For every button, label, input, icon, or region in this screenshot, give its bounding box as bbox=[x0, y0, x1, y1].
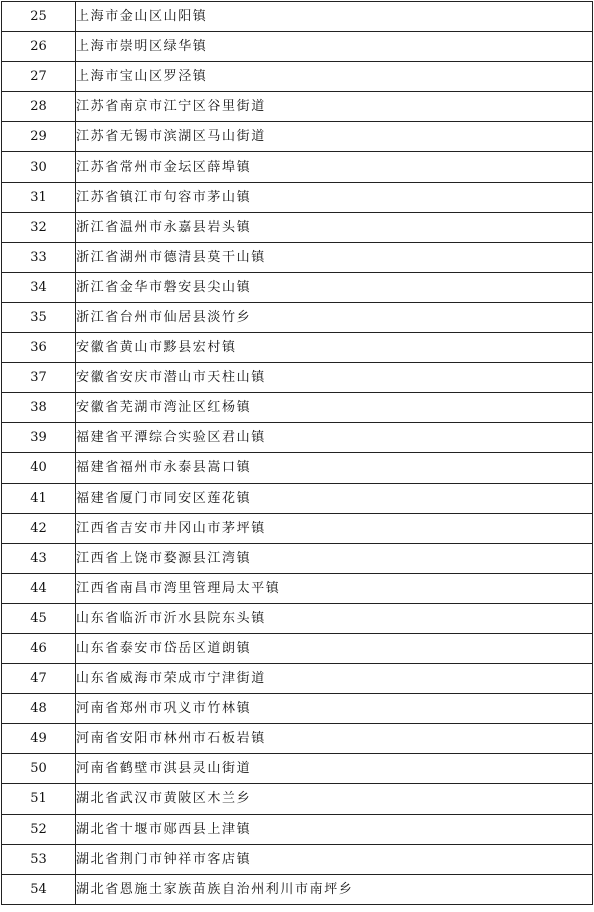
row-number-cell: 44 bbox=[2, 573, 76, 603]
place-name-cell: 安徽省安庆市潜山市天柱山镇 bbox=[76, 363, 593, 393]
table-row bbox=[2, 302, 593, 332]
place-name-cell: 福建省平潭综合实验区君山镇 bbox=[76, 423, 593, 453]
table-body bbox=[2, 2, 593, 905]
row-number-cell: 26 bbox=[2, 32, 76, 62]
table-row bbox=[2, 513, 593, 543]
row-number-cell: 40 bbox=[2, 453, 76, 483]
table-row bbox=[2, 573, 593, 603]
row-number-cell: 41 bbox=[2, 483, 76, 513]
place-name-cell: 江苏省常州市金坛区薛埠镇 bbox=[76, 152, 593, 182]
place-name-cell: 江西省吉安市井冈山市茅坪镇 bbox=[76, 513, 593, 543]
table-row bbox=[2, 152, 593, 182]
table-row bbox=[2, 483, 593, 513]
row-number-cell: 46 bbox=[2, 633, 76, 663]
place-name-cell: 江苏省南京市江宁区谷里街道 bbox=[76, 92, 593, 122]
row-number-cell: 47 bbox=[2, 664, 76, 694]
row-number-cell: 42 bbox=[2, 513, 76, 543]
place-name-cell: 浙江省湖州市德清县莫干山镇 bbox=[76, 242, 593, 272]
row-number-cell: 32 bbox=[2, 212, 76, 242]
row-number-cell: 52 bbox=[2, 814, 76, 844]
table-row bbox=[2, 212, 593, 242]
table-row bbox=[2, 2, 593, 32]
place-name-cell: 安徽省芜湖市湾沚区红杨镇 bbox=[76, 393, 593, 423]
table-row bbox=[2, 122, 593, 152]
table-row bbox=[2, 62, 593, 92]
table-row bbox=[2, 874, 593, 904]
place-name-cell: 江西省上饶市婺源县江湾镇 bbox=[76, 543, 593, 573]
table-row bbox=[2, 453, 593, 483]
row-number-cell: 33 bbox=[2, 242, 76, 272]
table-row bbox=[2, 423, 593, 453]
row-number-cell: 51 bbox=[2, 784, 76, 814]
place-name-cell: 河南省郑州市巩义市竹林镇 bbox=[76, 694, 593, 724]
place-name-cell: 上海市崇明区绿华镇 bbox=[76, 32, 593, 62]
place-name-cell: 山东省临沂市沂水县院东头镇 bbox=[76, 603, 593, 633]
row-number-cell: 27 bbox=[2, 62, 76, 92]
row-number-cell: 39 bbox=[2, 423, 76, 453]
row-number-cell: 28 bbox=[2, 92, 76, 122]
table-row bbox=[2, 603, 593, 633]
place-name-cell: 浙江省温州市永嘉县岩头镇 bbox=[76, 212, 593, 242]
township-list-table bbox=[1, 1, 593, 905]
place-name-cell: 河南省安阳市林州市石板岩镇 bbox=[76, 724, 593, 754]
place-name-cell: 浙江省金华市磐安县尖山镇 bbox=[76, 272, 593, 302]
row-number-cell: 45 bbox=[2, 603, 76, 633]
place-name-cell: 福建省厦门市同安区莲花镇 bbox=[76, 483, 593, 513]
place-name-cell: 福建省福州市永泰县嵩口镇 bbox=[76, 453, 593, 483]
table-row bbox=[2, 272, 593, 302]
place-name-cell: 湖北省武汉市黄陂区木兰乡 bbox=[76, 784, 593, 814]
place-name-cell: 上海市金山区山阳镇 bbox=[76, 2, 593, 32]
table-row bbox=[2, 333, 593, 363]
row-number-cell: 35 bbox=[2, 302, 76, 332]
table-row bbox=[2, 784, 593, 814]
place-name-cell: 江苏省镇江市句容市茅山镇 bbox=[76, 182, 593, 212]
row-number-cell: 31 bbox=[2, 182, 76, 212]
place-name-cell: 江西省南昌市湾里管理局太平镇 bbox=[76, 573, 593, 603]
row-number-cell: 54 bbox=[2, 874, 76, 904]
place-name-cell: 湖北省十堰市郧西县上津镇 bbox=[76, 814, 593, 844]
row-number-cell: 49 bbox=[2, 724, 76, 754]
table-row bbox=[2, 393, 593, 423]
row-number-cell: 34 bbox=[2, 272, 76, 302]
table-row bbox=[2, 32, 593, 62]
table-row bbox=[2, 543, 593, 573]
table-row bbox=[2, 363, 593, 393]
row-number-cell: 38 bbox=[2, 393, 76, 423]
table-row bbox=[2, 633, 593, 663]
table-row bbox=[2, 694, 593, 724]
place-name-cell: 浙江省台州市仙居县淡竹乡 bbox=[76, 302, 593, 332]
row-number-cell: 43 bbox=[2, 543, 76, 573]
place-name-cell: 山东省威海市荣成市宁津街道 bbox=[76, 664, 593, 694]
place-name-cell: 湖北省恩施土家族苗族自治州利川市南坪乡 bbox=[76, 874, 593, 904]
row-number-cell: 29 bbox=[2, 122, 76, 152]
row-number-cell: 30 bbox=[2, 152, 76, 182]
table-row bbox=[2, 724, 593, 754]
table-row bbox=[2, 92, 593, 122]
table-row bbox=[2, 664, 593, 694]
table-row bbox=[2, 242, 593, 272]
table-row bbox=[2, 754, 593, 784]
table-row bbox=[2, 182, 593, 212]
place-name-cell: 湖北省荆门市钟祥市客店镇 bbox=[76, 844, 593, 874]
row-number-cell: 37 bbox=[2, 363, 76, 393]
place-name-cell: 上海市宝山区罗泾镇 bbox=[76, 62, 593, 92]
row-number-cell: 48 bbox=[2, 694, 76, 724]
place-name-cell: 山东省泰安市岱岳区道朗镇 bbox=[76, 633, 593, 663]
place-name-cell: 河南省鹤壁市淇县灵山街道 bbox=[76, 754, 593, 784]
place-name-cell: 安徽省黄山市黟县宏村镇 bbox=[76, 333, 593, 363]
table-row bbox=[2, 814, 593, 844]
row-number-cell: 36 bbox=[2, 333, 76, 363]
row-number-cell: 25 bbox=[2, 2, 76, 32]
place-name-cell: 江苏省无锡市滨湖区马山街道 bbox=[76, 122, 593, 152]
table-row bbox=[2, 844, 593, 874]
row-number-cell: 53 bbox=[2, 844, 76, 874]
row-number-cell: 50 bbox=[2, 754, 76, 784]
